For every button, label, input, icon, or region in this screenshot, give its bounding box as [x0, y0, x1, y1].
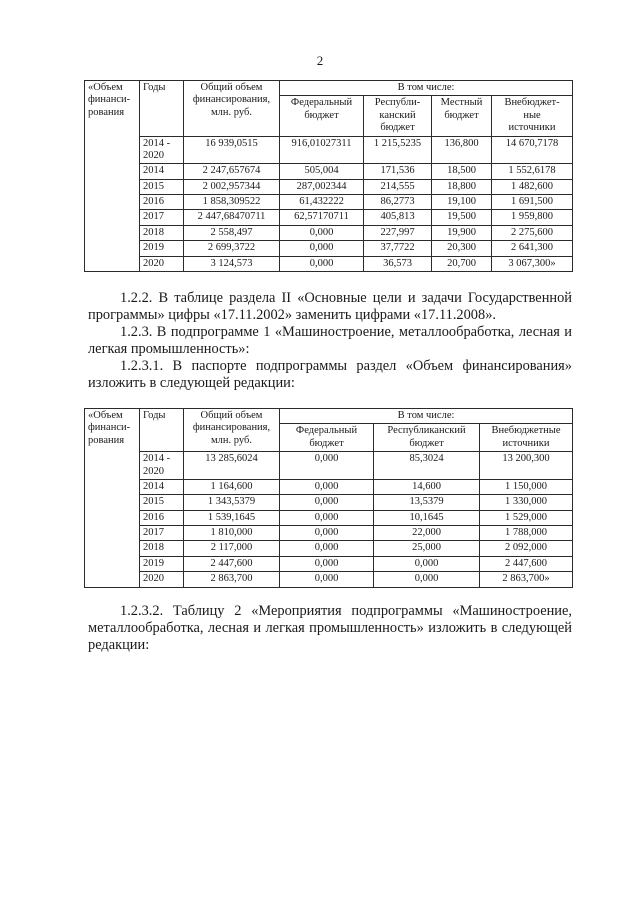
value-cell: 14 670,7178	[492, 136, 573, 164]
value-cell: 19,500	[432, 210, 492, 225]
cell-line: Федеральный	[290, 97, 353, 109]
value-cell: 2 863,700	[184, 572, 280, 587]
years-header: Годы	[140, 81, 184, 137]
value-cell: 287,002344	[280, 179, 364, 194]
value-cell: 1 959,800	[492, 210, 573, 225]
year-cell	[140, 164, 184, 179]
row-label-cell	[85, 409, 140, 588]
value-cell: 1 552,6178	[492, 164, 573, 179]
value-cell: 1 215,5235	[364, 136, 432, 164]
header-row	[85, 409, 573, 424]
year-cell	[140, 452, 184, 480]
year-cell	[140, 541, 184, 556]
subheader-cell	[364, 96, 432, 136]
value-cell: 36,573	[364, 256, 432, 271]
paragraph-1-2-3-1: 1.2.3.1. В паспорте подпрограммы раздел «Объем финансирования» изложить в следующей редакции:	[88, 358, 572, 391]
cell-line: 2014	[143, 165, 164, 177]
year-cell	[140, 572, 184, 587]
value-cell: 16 939,0515	[184, 136, 280, 164]
subheader-cell	[480, 424, 573, 452]
value-cell: 1 150,000	[480, 479, 573, 494]
value-cell: 2 247,657674	[184, 164, 280, 179]
value-cell: 0,000	[374, 556, 480, 571]
value-cell: 227,997	[364, 225, 432, 240]
value-cell: 0,000	[280, 556, 374, 571]
value-cell: 19,100	[432, 195, 492, 210]
value-cell: 0,000	[280, 225, 364, 240]
cell-line: «Объем	[88, 82, 123, 93]
value-cell: 18,500	[432, 164, 492, 179]
cell-line: рования	[88, 434, 125, 446]
subheader-cell	[280, 96, 364, 136]
table-row	[85, 241, 573, 256]
value-cell: 0,000	[280, 241, 364, 256]
value-cell: 0,000	[280, 510, 374, 525]
cell-line: бюджет	[444, 109, 479, 121]
value-cell: 1 330,000	[480, 495, 573, 510]
value-cell: 19,900	[432, 225, 492, 240]
cell-line: млн. руб.	[211, 434, 252, 446]
table-row	[85, 556, 573, 571]
value-cell: 1 691,500	[492, 195, 573, 210]
cell-line: 2014	[143, 480, 164, 492]
cell-line: ные	[523, 109, 541, 121]
cell-line: млн. руб.	[211, 106, 252, 118]
value-cell: 62,57170711	[280, 210, 364, 225]
table-row	[85, 195, 573, 210]
table-row	[85, 256, 573, 271]
cell-line: 2020	[143, 257, 164, 269]
cell-line: Местный	[440, 97, 483, 109]
including-header: В том числе:	[280, 81, 573, 96]
value-cell: 1 343,5379	[184, 495, 280, 510]
cell-line: 2020	[143, 465, 164, 477]
cell-line: 2018	[143, 226, 164, 238]
paragraph-1-2-3: 1.2.3. В подпрограмме 1 «Машиностроение, металлообработка, лесная и легкая промышленность»:	[88, 324, 572, 357]
value-cell: 2 447,68470711	[184, 210, 280, 225]
table-row	[85, 541, 573, 556]
value-cell: 136,800	[432, 136, 492, 164]
cell-line: бюджет	[309, 437, 344, 449]
value-cell: 13 200,300	[480, 452, 573, 480]
value-cell: 1 539,1645	[184, 510, 280, 525]
value-cell: 2 863,700»	[480, 572, 573, 587]
cell-line: Федеральный	[295, 425, 358, 437]
cell-line: финансирования,	[192, 94, 271, 106]
cell-line: Внебюджетные	[491, 425, 561, 437]
table-row	[85, 136, 573, 164]
year-cell	[140, 526, 184, 541]
cell-line: Общий объем	[200, 410, 263, 421]
value-cell: 1 529,000	[480, 510, 573, 525]
value-cell: 86,2773	[364, 195, 432, 210]
table-row	[85, 179, 573, 194]
cell-line: 2016	[143, 511, 164, 523]
financing-table-2	[84, 408, 573, 588]
cell-line: 2018	[143, 542, 164, 554]
value-cell: 85,3024	[374, 452, 480, 480]
header-row	[85, 81, 573, 96]
cell-line: источники	[508, 122, 556, 134]
cell-line: Общий объем	[200, 82, 263, 93]
value-cell: 2 117,000	[184, 541, 280, 556]
subheader-cell	[280, 424, 374, 452]
cell-line: 2014 -	[143, 453, 171, 465]
cell-line: бюджет	[380, 122, 415, 134]
year-cell	[140, 136, 184, 164]
year-cell	[140, 241, 184, 256]
cell-line: Республиканский	[387, 425, 466, 437]
value-cell: 916,01027311	[280, 136, 364, 164]
value-cell: 505,004	[280, 164, 364, 179]
value-cell: 3 067,300»	[492, 256, 573, 271]
cell-line: 2017	[143, 527, 164, 538]
table-row	[85, 164, 573, 179]
row-label-cell	[85, 81, 140, 272]
table-row	[85, 495, 573, 510]
value-cell: 214,555	[364, 179, 432, 194]
cell-line: финанси-	[88, 422, 131, 434]
cell-line: «Объем	[88, 410, 123, 421]
cell-line: бюджет	[304, 109, 339, 121]
cell-line: бюджет	[409, 437, 444, 449]
value-cell: 0,000	[280, 572, 374, 587]
value-cell: 1 482,600	[492, 179, 573, 194]
cell-line: 2017	[143, 211, 164, 223]
value-cell: 61,432222	[280, 195, 364, 210]
table-row	[85, 526, 573, 541]
subheader-cell	[492, 96, 573, 136]
financing-table-1	[84, 80, 573, 272]
year-cell	[140, 256, 184, 271]
cell-line: Внебюджет-	[504, 97, 560, 109]
cell-line: 2019	[143, 242, 164, 254]
cell-line: 2020	[143, 149, 164, 161]
paragraph-1-2-3-2: 1.2.3.2. Таблицу 2 «Мероприятия подпрограммы «Машиностроение, металлообработка, лесная и легкая промышленность» изложить в следующей редакции:	[88, 603, 572, 653]
total-header	[184, 81, 280, 137]
subheader-cell	[374, 424, 480, 452]
cell-line: финанси-	[88, 94, 131, 106]
year-cell	[140, 495, 184, 510]
cell-line: финансирования,	[192, 422, 271, 434]
value-cell: 10,1645	[374, 510, 480, 525]
table-row	[85, 479, 573, 494]
value-cell: 22,000	[374, 526, 480, 541]
year-cell	[140, 210, 184, 225]
cell-line: 2019	[143, 557, 164, 569]
cell-line: 2015	[143, 496, 164, 508]
value-cell: 2 447,600	[480, 556, 573, 571]
value-cell: 20,700	[432, 256, 492, 271]
value-cell: 405,813	[364, 210, 432, 225]
value-cell: 1 810,000	[184, 526, 280, 541]
cell-line: 2016	[143, 196, 164, 207]
value-cell: 13 285,6024	[184, 452, 280, 480]
value-cell: 171,536	[364, 164, 432, 179]
value-cell: 2 092,000	[480, 541, 573, 556]
value-cell: 20,300	[432, 241, 492, 256]
value-cell: 2 275,600	[492, 225, 573, 240]
paragraph-1-2-2: 1.2.2. В таблице раздела II «Основные цели и задачи Государственной программы» цифры «17.11.2002» заменить цифрами «17.11.2008».	[88, 290, 572, 323]
cell-line: 2020	[143, 573, 164, 585]
cell-line: Республи-	[374, 97, 421, 109]
value-cell: 0,000	[280, 541, 374, 556]
value-cell: 2 447,600	[184, 556, 280, 571]
table-row	[85, 210, 573, 225]
value-cell: 25,000	[374, 541, 480, 556]
cell-line: 2015	[143, 180, 164, 192]
subheader-cell	[432, 96, 492, 136]
years-header: Годы	[140, 409, 184, 452]
year-cell	[140, 479, 184, 494]
year-cell	[140, 195, 184, 210]
value-cell: 2 558,497	[184, 225, 280, 240]
value-cell: 0,000	[280, 479, 374, 494]
table-row	[85, 225, 573, 240]
value-cell: 2 002,957344	[184, 179, 280, 194]
value-cell: 0,000	[280, 526, 374, 541]
value-cell: 13,5379	[374, 495, 480, 510]
cell-line: 2014 -	[143, 137, 171, 149]
value-cell: 1 858,309522	[184, 195, 280, 210]
value-cell: 0,000	[374, 572, 480, 587]
value-cell: 2 699,3722	[184, 241, 280, 256]
value-cell: 37,7722	[364, 241, 432, 256]
year-cell	[140, 556, 184, 571]
value-cell: 18,800	[432, 179, 492, 194]
value-cell: 3 124,573	[184, 256, 280, 271]
value-cell: 1 788,000	[480, 526, 573, 541]
including-header: В том числе:	[280, 409, 573, 424]
table-row	[85, 510, 573, 525]
cell-line: рования	[88, 106, 125, 118]
table-row	[85, 452, 573, 480]
value-cell: 0,000	[280, 495, 374, 510]
page-number: 2	[316, 53, 324, 68]
year-cell	[140, 179, 184, 194]
table-row	[85, 572, 573, 587]
cell-line: источники	[502, 437, 550, 449]
value-cell: 14,600	[374, 479, 480, 494]
total-header	[184, 409, 280, 452]
cell-line: канский	[379, 109, 416, 121]
year-cell	[140, 225, 184, 240]
value-cell: 2 641,300	[492, 241, 573, 256]
value-cell: 0,000	[280, 256, 364, 271]
value-cell: 1 164,600	[184, 479, 280, 494]
year-cell	[140, 510, 184, 525]
value-cell: 0,000	[280, 452, 374, 480]
